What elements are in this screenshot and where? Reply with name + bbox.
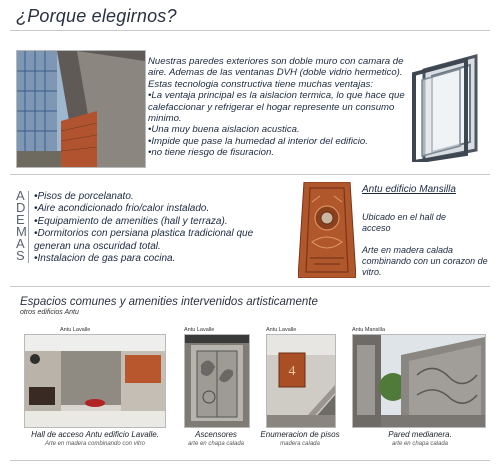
photo-caption xyxy=(18,430,172,449)
ademas-letter: M xyxy=(16,223,27,239)
ademas-letter: A xyxy=(16,235,25,251)
mansilla-line: Ubicado en el hall de xyxy=(362,212,447,222)
photo-tag: Antu Mansilla xyxy=(352,327,386,333)
building-construction-photo xyxy=(16,50,146,168)
hall-lavalle-photo xyxy=(24,334,166,428)
caption-text: Enumeracion de pisos xyxy=(260,430,340,439)
caption-text: Ascensores xyxy=(195,430,237,439)
ademas-letter: S xyxy=(16,247,25,263)
double-glazed-window-illustration xyxy=(404,52,488,162)
bottom-divider xyxy=(10,460,490,461)
walls-line: calefaccionar y refrigerar el hogar represente un consumo xyxy=(148,101,395,113)
feature-item: •Dormitorios con persiana plastica tradicional que xyxy=(34,228,254,240)
amenities-title: Espacios comunes y amenities intervenidos artisticamente xyxy=(20,296,318,308)
feature-item: •Pisos de porcelanato. xyxy=(34,191,134,202)
feature-item: •Aire acondicionado frio/calor instalado. xyxy=(34,203,210,215)
walls-line: •Impide que pase la humedad al interior del edificio. xyxy=(148,135,368,147)
photo-caption xyxy=(256,430,344,449)
walls-line: Estas tecnologia constructiva tiene muchas ventajas: xyxy=(148,78,374,90)
walls-line: •La ventaja principal es la aislacion termica, lo que hace que xyxy=(148,90,405,102)
photo-tag: Antu Lavalle xyxy=(266,327,297,333)
walls-paragraph xyxy=(148,56,405,159)
title-divider xyxy=(10,30,490,31)
walls-line: minimo. xyxy=(148,113,182,125)
photo-caption xyxy=(176,430,256,449)
caption-text: Pared medianera. xyxy=(388,430,452,439)
walls-line: •no tiene riesgo de fisuracion. xyxy=(148,147,275,159)
floor-numbering-photo xyxy=(266,334,336,428)
carved-wood-panel-image xyxy=(298,182,356,278)
caption-sub: Arte en madera combinando con vitro xyxy=(44,440,146,447)
walls-line: Nuestras paredes exteriores son doble muro con camara de xyxy=(148,56,404,67)
walls-line: •Una muy buena aislacion acustica. xyxy=(148,124,300,136)
caption-sub: arte en chapa calada xyxy=(391,440,449,447)
ademas-vertical-word xyxy=(16,190,27,261)
caption-sub: madera calada xyxy=(280,440,320,447)
section-divider xyxy=(10,286,490,287)
mansilla-title: Antu edificio Mansilla xyxy=(362,184,456,195)
amenities-subtitle: otros edificios Antu xyxy=(20,309,79,316)
mansilla-line: combinando con un corazon de xyxy=(362,256,488,266)
ademas-divider xyxy=(28,191,29,263)
mansilla-line xyxy=(362,234,488,245)
walls-line: aire. Ademas de las ventanas DVH (doble vidrio hermetico). xyxy=(148,67,403,79)
features-list xyxy=(34,191,253,265)
mansilla-line: Arte en madera calada xyxy=(362,245,454,255)
caption-sub: arte en chapa calada xyxy=(187,440,245,447)
ademas-letter: A xyxy=(16,188,25,203)
mansilla-line: vitro. xyxy=(362,267,382,277)
feature-item: generan una oscuridad total. xyxy=(34,240,161,252)
elevators-photo xyxy=(184,334,250,428)
photo-tag: Antu Lavalle xyxy=(184,327,215,333)
feature-item: •Instalacion de gas para cocina. xyxy=(34,253,176,265)
svg-text:4: 4 xyxy=(288,364,296,379)
caption-text: Hall de acceso Antu edificio Lavalle. xyxy=(31,430,159,439)
photo-caption xyxy=(360,430,480,449)
page-title: ¿Porque elegirnos? xyxy=(16,6,177,26)
photo-tag: Antu Lavalle xyxy=(60,327,91,333)
mansilla-line: acceso xyxy=(362,223,391,233)
ademas-letter: E xyxy=(16,211,25,227)
mansilla-description xyxy=(362,212,488,278)
ademas-letter: D xyxy=(16,199,26,215)
feature-item: •Equipamiento de amenities (hall y terraza). xyxy=(34,215,228,227)
section-divider xyxy=(10,174,490,175)
party-wall-photo xyxy=(352,334,486,428)
